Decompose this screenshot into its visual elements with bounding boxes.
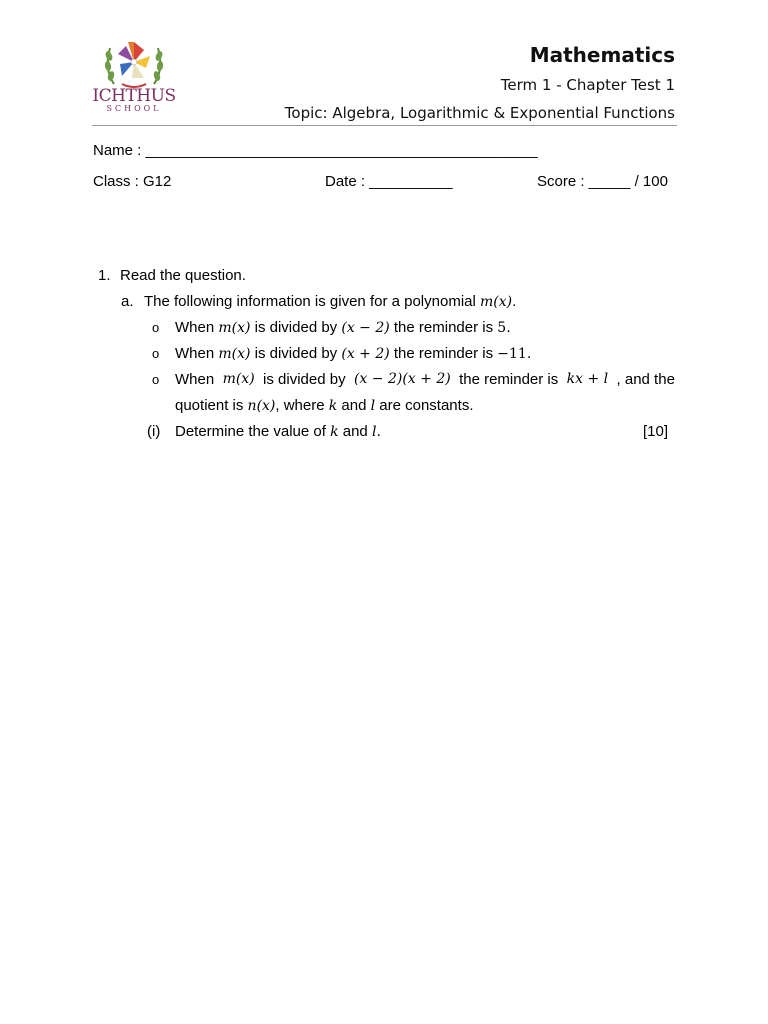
class-field: Class : G12 bbox=[93, 173, 172, 190]
bullet-text: the reminder is bbox=[459, 371, 559, 388]
bullet-item-2 bbox=[175, 345, 531, 362]
topic-line: Topic: Algebra, Logarithmic & Exponential Functions bbox=[284, 104, 675, 122]
logo-subtitle: SCHOOL bbox=[106, 104, 162, 113]
constant-k: k bbox=[328, 398, 338, 414]
bullet-text: are constants. bbox=[375, 397, 474, 414]
part-a-intro: The following information is given for a polynomial bbox=[144, 293, 480, 310]
function-symbol: m(x) bbox=[222, 371, 255, 387]
bullet-text: When bbox=[175, 345, 219, 362]
bullet-marker: o bbox=[152, 346, 160, 361]
polynomial-symbol: m(x) bbox=[480, 294, 513, 310]
bullet-marker: o bbox=[152, 372, 160, 387]
bullet-text: is divided by bbox=[250, 319, 342, 336]
page-title: Mathematics bbox=[529, 43, 675, 67]
crest-icon bbox=[92, 34, 176, 94]
bullet-text: When bbox=[175, 371, 215, 388]
name-field[interactable]: Name : _______________________________________________ bbox=[93, 142, 538, 159]
logo-wordmark: ICHTHUS bbox=[92, 86, 176, 106]
bullet-text: When bbox=[175, 319, 219, 336]
bullet-text: the reminder is bbox=[389, 345, 498, 362]
question-prompt: Read the question. bbox=[120, 267, 246, 284]
bullet-text: , and the bbox=[616, 371, 675, 388]
function-symbol: m(x) bbox=[218, 320, 251, 336]
bullet-period: . bbox=[506, 320, 511, 336]
divisor-expression: (x − 2)(x + 2) bbox=[353, 371, 451, 387]
part-a-label: a. bbox=[121, 293, 134, 310]
part-a-text bbox=[144, 293, 516, 310]
bullet-text: and bbox=[337, 397, 371, 414]
bullet-text: , where bbox=[275, 397, 329, 414]
divisor-expression: (x − 2) bbox=[341, 320, 390, 336]
test-subtitle: Term 1 - Chapter Test 1 bbox=[500, 76, 675, 94]
sub-question-period: . bbox=[376, 424, 381, 440]
bullet-text: is divided by bbox=[263, 371, 346, 388]
divisor-expression: (x + 2) bbox=[341, 346, 390, 362]
remainder-value: −11 bbox=[497, 346, 527, 362]
bullet-text: is divided by bbox=[250, 345, 342, 362]
part-a-period: . bbox=[512, 293, 517, 310]
remainder-expression: kx + l bbox=[566, 371, 609, 387]
bullet-item-1 bbox=[175, 319, 511, 336]
bullet-marker: o bbox=[152, 320, 160, 335]
date-field[interactable]: Date : __________ bbox=[325, 173, 453, 190]
question-number: 1. bbox=[98, 267, 111, 284]
constant-k: k bbox=[330, 424, 339, 440]
sub-question-intro: Determine the value of bbox=[175, 423, 331, 440]
score-field[interactable]: Score : _____ / 100 bbox=[537, 173, 668, 190]
marks-label: [10] bbox=[642, 423, 668, 440]
function-symbol: m(x) bbox=[218, 346, 251, 362]
sub-question-label: (i) bbox=[147, 423, 161, 440]
bullet-text: the reminder is bbox=[389, 319, 498, 336]
sub-question-text bbox=[175, 423, 381, 440]
constant-l: l bbox=[370, 398, 376, 414]
bullet-text: quotient is bbox=[175, 397, 248, 414]
bullet-item-3-line-2 bbox=[175, 397, 473, 414]
header-divider bbox=[92, 125, 677, 126]
constant-l: l bbox=[371, 424, 377, 440]
bullet-item-3-line-1 bbox=[175, 371, 675, 388]
sub-question-text-and: and bbox=[338, 423, 372, 440]
quotient-symbol: n(x) bbox=[247, 398, 276, 414]
bullet-period: . bbox=[526, 346, 532, 362]
remainder-value: 5 bbox=[497, 320, 507, 336]
